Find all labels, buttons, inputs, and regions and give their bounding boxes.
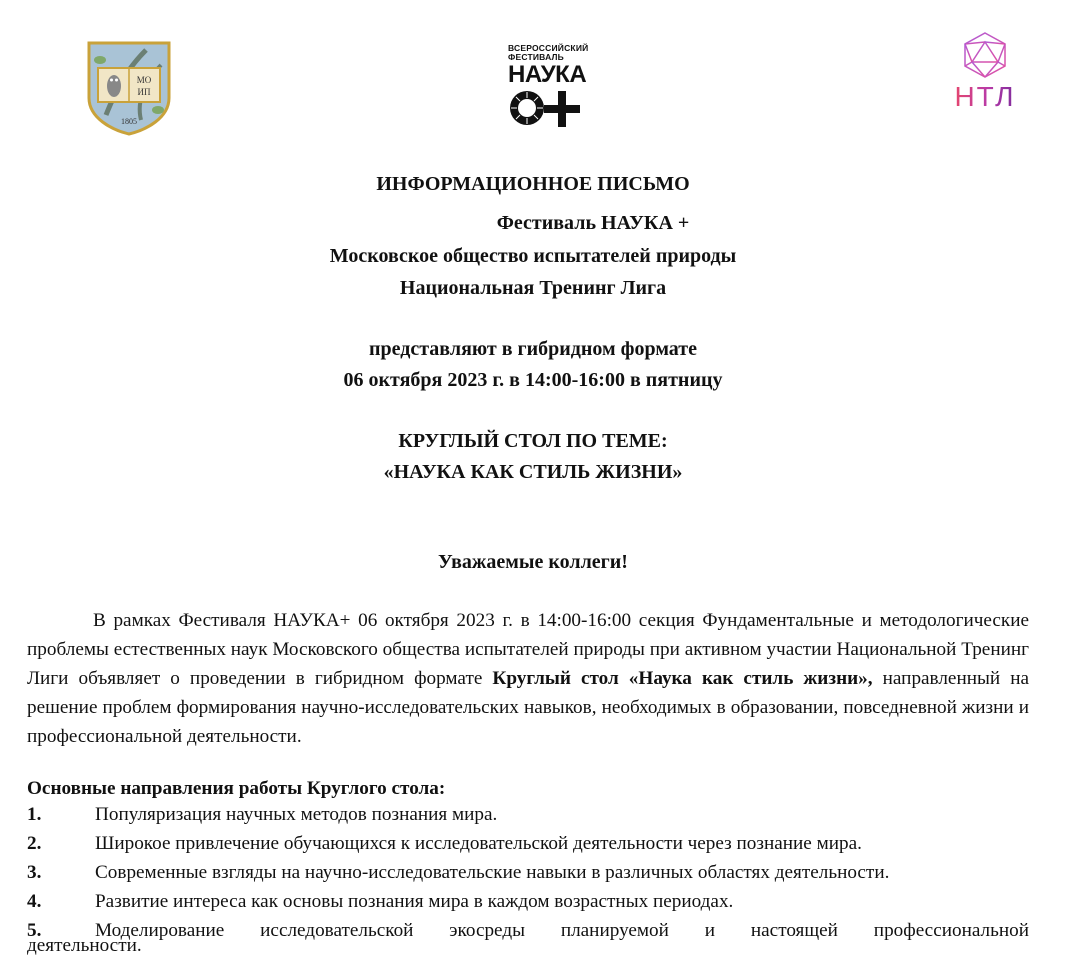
organizer-festival: Фестиваль НАУКА +: [496, 212, 690, 234]
event-datetime: 06 октября 2023 г. в 14:00-16:00 в пятницу: [343, 369, 723, 391]
intro-text-2: направленный на решение проблем формирования научно-исследовательских навыков, необходимых в образовании, повседневной жизни и профессиональной деятельности.: [27, 668, 1029, 747]
intro-text-1: В рамках Фестиваля НАУКА+ 06 октября 2023 г. в 14:00-16:00 секция Фундаментальные и методологические проблемы естественных наук Московского общества испытателей природы при активном участии Национальной Тренинг Лиги объявляет о проведении в гибридном формате: [27, 610, 1029, 689]
directions-title: Основные направления работы Круглого стола:: [27, 778, 446, 799]
shield-emblem-icon: [86, 40, 172, 136]
presentation-format: представляют в гибридном формате: [368, 338, 697, 360]
list-item: [27, 887, 1029, 916]
ntl-wordmark: НТЛ: [952, 82, 1018, 112]
icosahedron-icon: [950, 30, 1020, 80]
list-item-number: 3.: [27, 862, 42, 883]
document-type-heading: ИНФОРМАЦИОННОЕ ПИСЬМО: [376, 173, 690, 195]
list-item-number: 1.: [27, 804, 42, 825]
nauka-festival-logo: [508, 44, 608, 132]
list-item-text: Популяризация научных методов познания мира.: [95, 804, 498, 825]
greeting: Уважаемые коллеги!: [438, 551, 628, 573]
list-item-continuation: деятельности.: [27, 935, 142, 956]
svg-text:1805: 1805: [121, 117, 137, 126]
list-item: [27, 800, 1029, 829]
list-item-text: Современные взгляды на научно-исследовательские навыки в различных областях деятельности.: [95, 862, 890, 883]
intro-paragraph: [27, 606, 1029, 751]
organizer-ntl: Национальная Тренинг Лига: [399, 277, 667, 299]
event-label: КРУГЛЫЙ СТОЛ ПО ТЕМЕ:: [398, 430, 668, 452]
list-item-text: Развитие интереса как основы познания мира в каждом возрастных периодах.: [95, 891, 734, 912]
directions-list: [27, 800, 1029, 945]
svg-text:ИП: ИП: [137, 87, 151, 97]
list-item: [27, 916, 1029, 945]
intro-bold-title: Круглый стол «Наука как стиль жизни»,: [492, 668, 873, 689]
list-item-number: 5.: [27, 920, 42, 941]
list-item-number: 4.: [27, 891, 42, 912]
list-item-text: Широкое привлечение обучающихся к исследовательской деятельности через познание мира.: [95, 833, 862, 854]
logo-line-3: НАУКА: [508, 61, 587, 88]
svg-text:МО: МО: [136, 75, 152, 85]
event-name: «НАУКА КАК СТИЛЬ ЖИЗНИ»: [383, 461, 683, 483]
list-item-number: 2.: [27, 833, 42, 854]
list-item: [27, 858, 1029, 887]
logo-line-1: ВСЕРОССИЙСКИЙ: [508, 43, 589, 53]
list-item: [27, 829, 1029, 858]
organizer-moip: Московское общество испытателей природы: [329, 245, 737, 267]
zero-plus-icon: [508, 89, 608, 134]
list-item-text: Моделирование исследовательской экосреды планируемой и настоящей профессиональной: [95, 920, 1029, 941]
ntl-logo: [950, 30, 1020, 112]
logo-line-2: ФЕСТИВАЛЬ: [508, 52, 564, 62]
moip-emblem-logo: [86, 40, 172, 136]
